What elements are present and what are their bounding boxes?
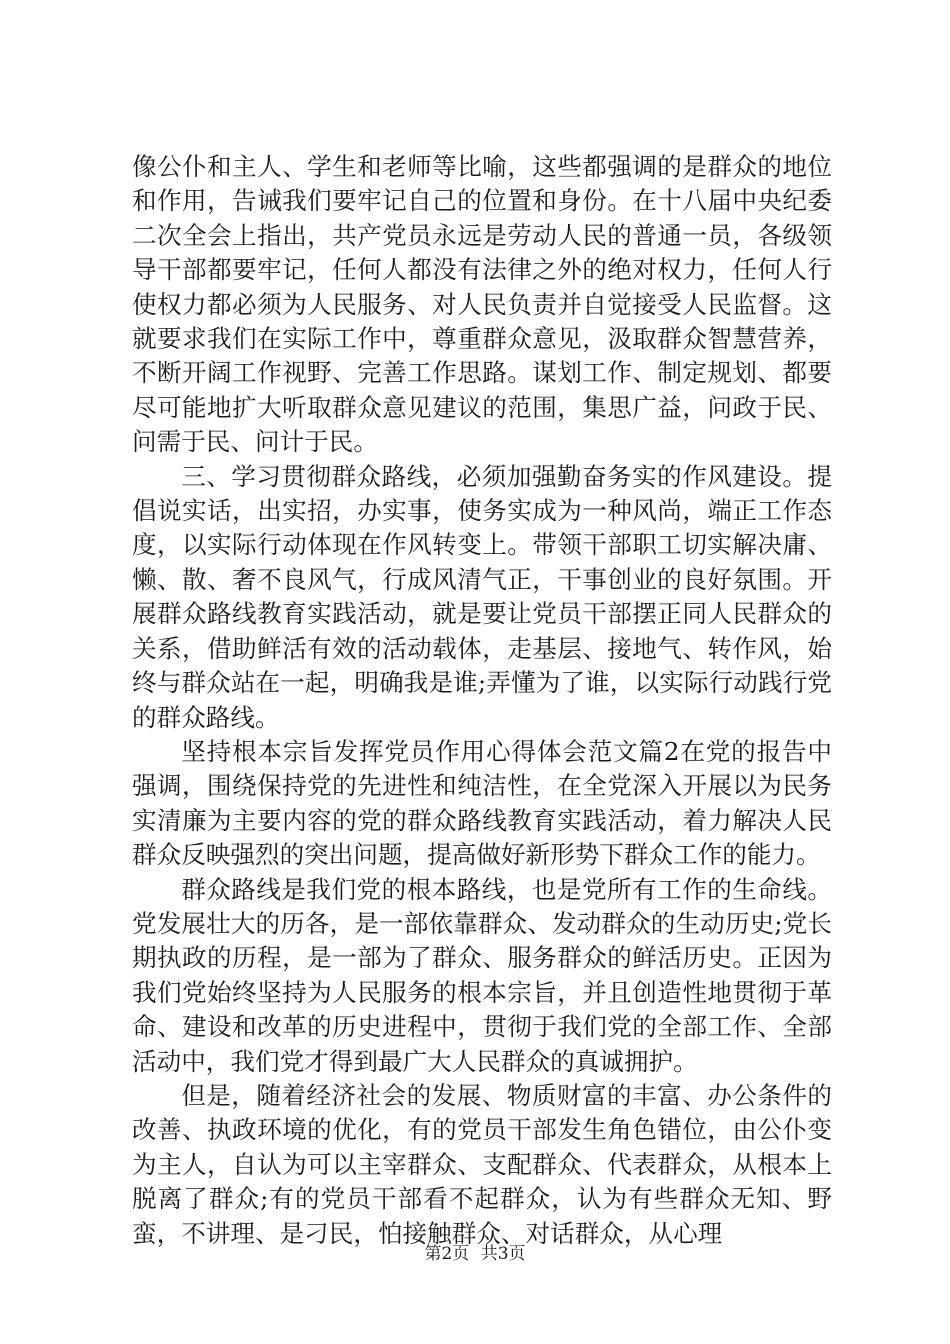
page-footer	[0, 1242, 950, 1266]
paragraph-however: 但是，随着经济社会的发展、物质财富的丰富、办公条件的改善、执政环境的优化，有的党员干部发生角色错位，由公仆变为主人，自认为可以主宰群众、支配群众、代表群众，从根本上脱离了群众;有的党员干部看不起群众，认为有些群众无知、野蛮，不讲理、是刁民，怕接触群众、对话群众，从心理	[132, 1080, 832, 1248]
paragraph-mass-line: 群众路线是我们党的根本路线，也是党所有工作的生命线。党发展壮大的历各，是一部依靠群众、发动群众的生动历史;党长期执政的历程，是一部为了群众、服务群众的鲜活历史。正因为我们党始终坚持为人民服务的根本宗旨，并且创造性地贯彻于革命、建设和改革的历史进程中，贯彻于我们党的全部工作、全部活动中，我们党才得到最广大人民群众的真诚拥护。	[132, 874, 832, 1076]
page-number: 第2页	[424, 1244, 470, 1264]
document-body	[132, 150, 832, 1251]
paragraph-section-three: 三、学习贯彻群众路线，必须加强勤奋务实的作风建设。提倡说实话，出实招，办实事，使务实成为一种风尚，端正工作态度，以实际行动体现在作风转变上。带领干部职工切实解决庸、懒、散、奢不良风气，行成风清气正，干事创业的良好氛围。开展群众路线教育实践活动，就是要让党员干部摆正同人民群众的关系，借助鲜活有效的活动载体，走基层、接地气、转作风，始终与群众站在一起，明确我是谁;弄懂为了谁，以实际行动践行党的群众路线。	[132, 461, 832, 732]
paragraph-article-two-intro: 坚持根本宗旨发挥党员作用心得体会范文篇2在党的报告中强调，围绕保持党的先进性和纯洁性，在全党深入开展以为民务实清廉为主要内容的党的群众路线教育实践活动，着力解决人民群众反映强烈的突出问题，提高做好新形势下群众工作的能力。	[132, 736, 832, 870]
paragraph-continuation: 像公仆和主人、学生和老师等比喻，这些都强调的是群众的地位和作用，告诫我们要牢记自己的位置和身份。在十八届中央纪委二次全会上指出，共产党员永远是劳动人民的普通一员，各级领导干部都要牢记，任何人都没有法律之外的绝对权力，任何人行使权力都必须为人民服务、对人民负责并自觉接受人民监督。这就要求我们在实际工作中，尊重群众意见，汲取群众智慧营养，不断开阔工作视野、完善工作思路。谋划工作、制定规划、都要尽可能地扩大听取群众意见建议的范围，集思广益，问政于民、问需于民、问计于民。	[132, 152, 832, 457]
page-total: 共3页	[480, 1244, 526, 1264]
